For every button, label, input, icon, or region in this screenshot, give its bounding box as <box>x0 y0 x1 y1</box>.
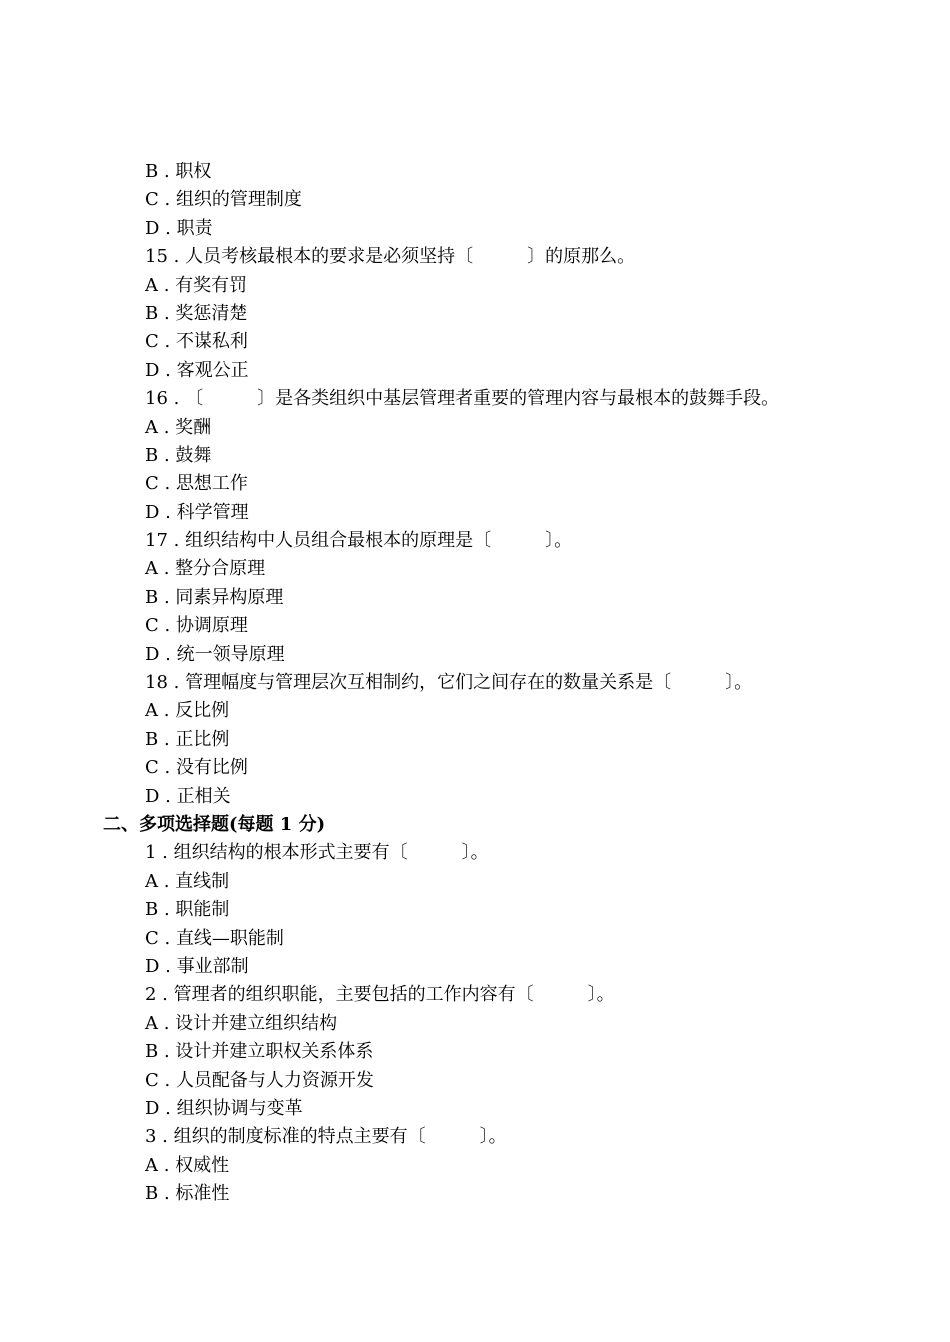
text-line: C . 思想工作 <box>145 473 248 495</box>
text-line: A . 整分合原理 <box>145 558 266 580</box>
text-line: B . 设计并建立职权关系体系 <box>145 1041 374 1063</box>
text-line: C . 不谋私利 <box>145 331 248 353</box>
text-line: D . 职责 <box>145 217 213 239</box>
text-line: D . 事业部制 <box>145 955 249 977</box>
text-line: 18 . 管理幅度与管理层次互相制约，它们之间存在的数量关系是〔 〕。 <box>145 672 753 694</box>
text-line: B . 职能制 <box>145 899 230 921</box>
text-line: 1 . 组织结构的根本形式主要有〔 〕。 <box>145 842 489 864</box>
text-line: 2 . 管理者的组织职能，主要包括的工作内容有〔 〕。 <box>145 984 615 1006</box>
text-line: D . 组织协调与变革 <box>145 1097 303 1119</box>
text-line: B . 职权 <box>145 161 212 182</box>
text-line: C . 没有比例 <box>145 757 248 779</box>
text-line: C . 组织的管理制度 <box>145 189 302 211</box>
text-line: B . 同素异构原理 <box>145 586 284 608</box>
text-line: 15 . 人员考核最根本的要求是必须坚持〔 〕的原那么。 <box>145 246 636 268</box>
text-line: 17 . 组织结构中人员组合最根本的原理是〔 〕。 <box>145 530 573 552</box>
text-line: B . 鼓舞 <box>145 444 212 466</box>
text-line: A . 奖酬 <box>145 416 212 438</box>
text-line: A . 有奖有罚 <box>145 274 248 296</box>
text-line: D . 统一领导原理 <box>145 643 285 665</box>
text-line: D . 客观公正 <box>145 359 249 381</box>
text-line: B . 奖惩清楚 <box>145 302 248 324</box>
text-line: A . 设计并建立组织结构 <box>145 1012 338 1034</box>
text-line: B . 正比例 <box>145 728 230 750</box>
text-line: C . 协调原理 <box>145 615 248 637</box>
text-line: A . 权威性 <box>145 1154 230 1176</box>
text-line: 3 . 组织的制度标准的特点主要有〔 〕。 <box>145 1126 507 1148</box>
text-line: C . 人员配备与人力资源开发 <box>145 1069 374 1091</box>
text-line: C . 直线—职能制 <box>145 927 284 949</box>
text-line: 16 . 〔 〕是各类组织中基层管理者重要的管理内容与最根本的鼓舞手段。 <box>145 388 780 410</box>
document-page <box>0 158 950 1208</box>
section-heading: 二、多项选择题(每题 1 分) <box>103 813 326 835</box>
text-line: B . 标准性 <box>145 1183 230 1205</box>
text-line: A . 直线制 <box>145 870 230 892</box>
text-line: D . 科学管理 <box>145 501 249 523</box>
text-line: A . 反比例 <box>145 700 230 722</box>
text-line: D . 正相关 <box>145 785 231 807</box>
